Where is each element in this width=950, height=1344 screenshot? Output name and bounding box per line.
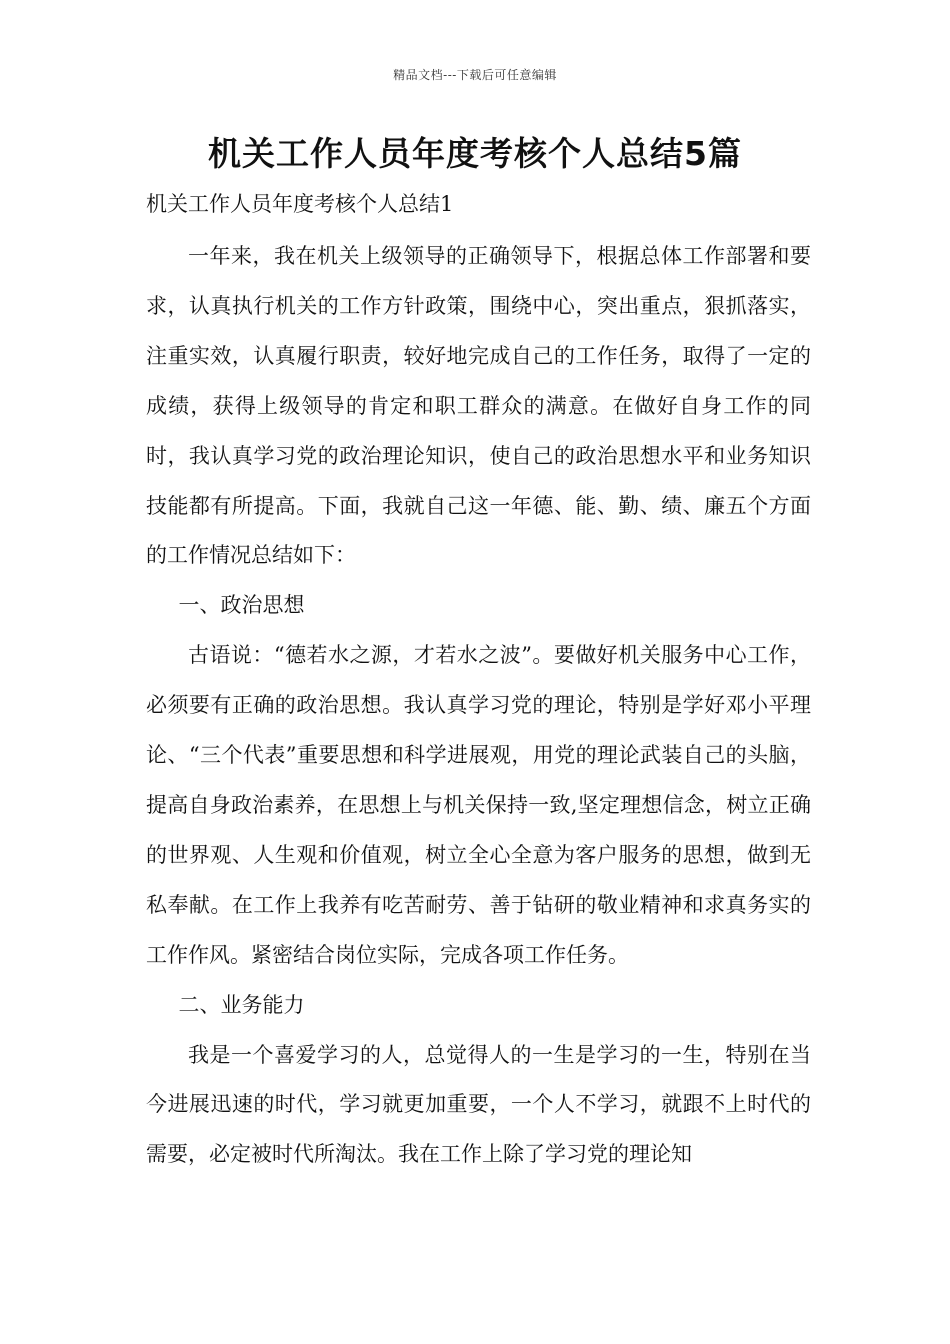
header-note: 精品文档---下载后可任意编辑 [393,68,557,82]
heading-business-ability: 二、业务能力 [178,992,305,1017]
paragraph-business-ability: 我是一个喜爱学习的人，总觉得人的一生是学习的一生，特别在当今进展迅速的时代，学习就更加重要，一个人不学习，就跟不上时代的需要，必定被时代所淘汰。我在工作上除了学习党的理论知 [146,1042,811,1167]
document-title: 机关工作人员年度考核个人总结5篇 [208,134,742,173]
section-subtitle: 机关工作人员年度考核个人总结1 [146,192,454,216]
body-text [146,232,811,1180]
paragraph-intro: 一年来，我在机关上级领导的正确领导下，根据总体工作部署和要求，认真执行机关的工作方针政策，围绕中心，突出重点，狠抓落实，注重实效，认真履行职责，较好地完成自己的工作任务，取得了一定的成绩，获得上级领导的肯定和职工群众的满意。在做好自身工作的同时，我认真学习党的政治理论知识，使自己的政治思想水平和业务知识技能都有所提高。下面，我就自己这一年德、能、勤、绩、廉五个方面的工作情况总结如下： [146,244,811,568]
heading-political-thought: 一、政治思想 [178,593,305,618]
paragraph-political-thought: 古语说：“德若水之源，才若水之波”。要做好机关服务中心工作，必须要有正确的政治思想。我认真学习党的理论，特别是学好邓小平理论、“三个代表”重要思想和科学进展观，用党的理论武装自己的头脑，提高自身政治素养，在思想上与机关保持一致,坚定理想信念，树立正确的世界观、人生观和价值观，树立全心全意为客户服务的思想，做到无私奉献。在工作上我养有吃苦耐劳、善于钻研的敬业精神和求真务实的工作作风。紧密结合岗位实际，完成各项工作任务。 [146,643,811,967]
